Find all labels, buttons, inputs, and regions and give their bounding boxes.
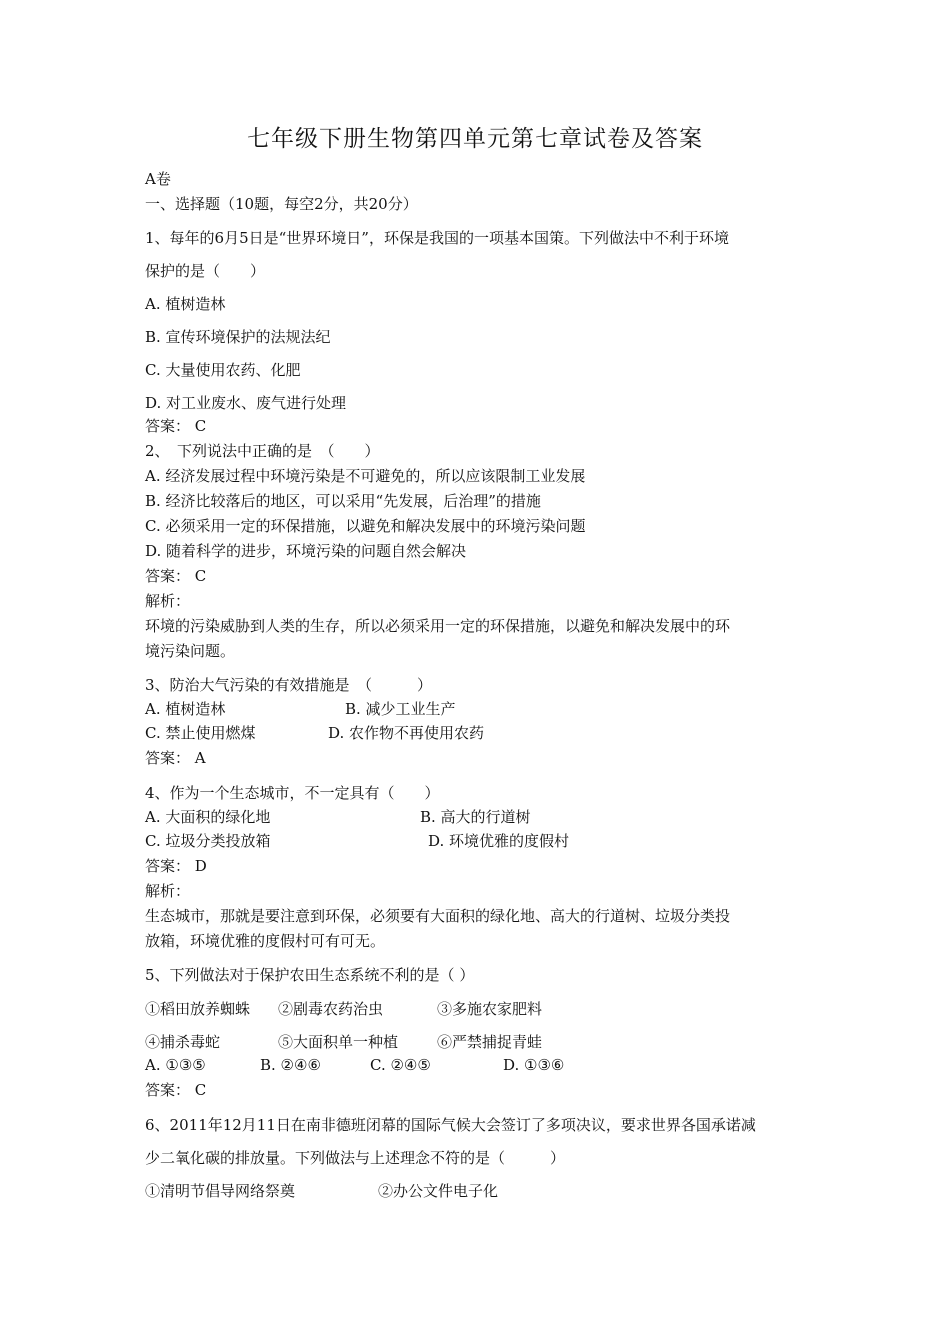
q4-option-d: D. 环境优雅的度假村	[428, 832, 570, 850]
q3-stem: 3、防治大气污染的有效措施是 （ ）	[145, 676, 433, 694]
q4-stem: 4、作为一个生态城市，不一定具有（ ）	[145, 784, 440, 802]
section-label: A卷	[145, 170, 171, 188]
q2-option-c: C. 必须采用一定的环保措施，以避免和解决发展中的环境污染问题	[145, 517, 586, 535]
q4-analysis-line1: 生态城市，那就是要注意到环保，必须要有大面积的绿化地、高大的行道树、垃圾分类投	[145, 907, 731, 925]
q1-stem-line1: 1、每年的6月5日是“世界环境日”，环保是我国的一项基本国策。下列做法中不利于环境	[145, 229, 729, 247]
q5-item-4: ④捕杀毒蛇	[145, 1033, 221, 1051]
q3-option-c: C. 禁止使用燃煤	[145, 724, 256, 742]
q5-item-1: ①稻田放养蜘蛛	[145, 1000, 251, 1018]
q2-answer: 答案： C	[145, 567, 207, 585]
q2-analysis-label: 解析：	[145, 592, 191, 610]
q2-analysis-line1: 环境的污染威胁到人类的生存，所以必须采用一定的环保措施，以避免和解决发展中的环	[145, 617, 731, 635]
q3-option-a: A. 植树造林	[145, 700, 226, 718]
q3-option-d: D. 农作物不再使用农药	[328, 724, 485, 742]
q4-analysis-label: 解析：	[145, 882, 191, 900]
q1-option-d: D. 对工业废水、废气进行处理	[145, 394, 347, 412]
q2-analysis-line2: 境污染问题。	[145, 642, 236, 660]
q2-option-d: D. 随着科学的进步，环境污染的问题自然会解决	[145, 542, 467, 560]
q6-item-2: ②办公文件电子化	[378, 1182, 499, 1200]
q6-stem-line1: 6、2011年12月11日在南非德班闭幕的国际气候大会签订了多项决议，要求世界各国承诺减	[145, 1116, 756, 1134]
q4-answer: 答案： D	[145, 857, 207, 875]
q4-option-b: B. 高大的行道树	[420, 808, 531, 826]
q2-option-b: B. 经济比较落后的地区，可以采用“先发展，后治理”的措施	[145, 492, 541, 510]
q1-option-c: C. 大量使用农药、化肥	[145, 361, 301, 379]
q1-option-a: A. 植树造林	[145, 295, 226, 313]
q3-option-b: B. 减少工业生产	[345, 700, 456, 718]
q5-item-2: ②剧毒农药治虫	[278, 1000, 384, 1018]
q1-answer: 答案： C	[145, 417, 207, 435]
q5-option-d: D. ①③⑥	[503, 1056, 565, 1074]
q1-option-b: B. 宣传环境保护的法规法纪	[145, 328, 331, 346]
q5-option-a: A. ①③⑤	[145, 1056, 206, 1074]
q5-item-6: ⑥严禁捕捉青蛙	[437, 1033, 543, 1051]
page-title: 七年级下册生物第四单元第七章试卷及答案	[247, 126, 703, 152]
q4-option-a: A. 大面积的绿化地	[145, 808, 271, 826]
q5-option-c: C. ②④⑤	[370, 1056, 431, 1074]
q2-option-a: A. 经济发展过程中环境污染是不可避免的，所以应该限制工业发展	[145, 467, 586, 485]
q4-option-c: C. 垃圾分类投放箱	[145, 832, 271, 850]
q5-option-b: B. ②④⑥	[260, 1056, 321, 1074]
q5-stem: 5、下列做法对于保护农田生态系统不利的是（ ）	[145, 966, 475, 984]
part-heading: 一、选择题（10题，每空2分，共20分）	[145, 195, 418, 213]
q6-item-1: ①清明节倡导网络祭奠	[145, 1182, 296, 1200]
q5-item-5: ⑤大面积单一种植	[278, 1033, 399, 1051]
q5-answer: 答案： C	[145, 1081, 207, 1099]
q1-stem-line2: 保护的是（ ）	[145, 262, 266, 280]
q2-stem: 2、 下列说法中正确的是 （ ）	[145, 442, 380, 460]
q5-item-3: ③多施农家肥料	[437, 1000, 543, 1018]
q4-analysis-line2: 放箱，环境优雅的度假村可有可无。	[145, 932, 386, 950]
q6-stem-line2: 少二氧化碳的排放量。下列做法与上述理念不符的是（ ）	[145, 1149, 566, 1167]
q3-answer: 答案： A	[145, 749, 206, 767]
